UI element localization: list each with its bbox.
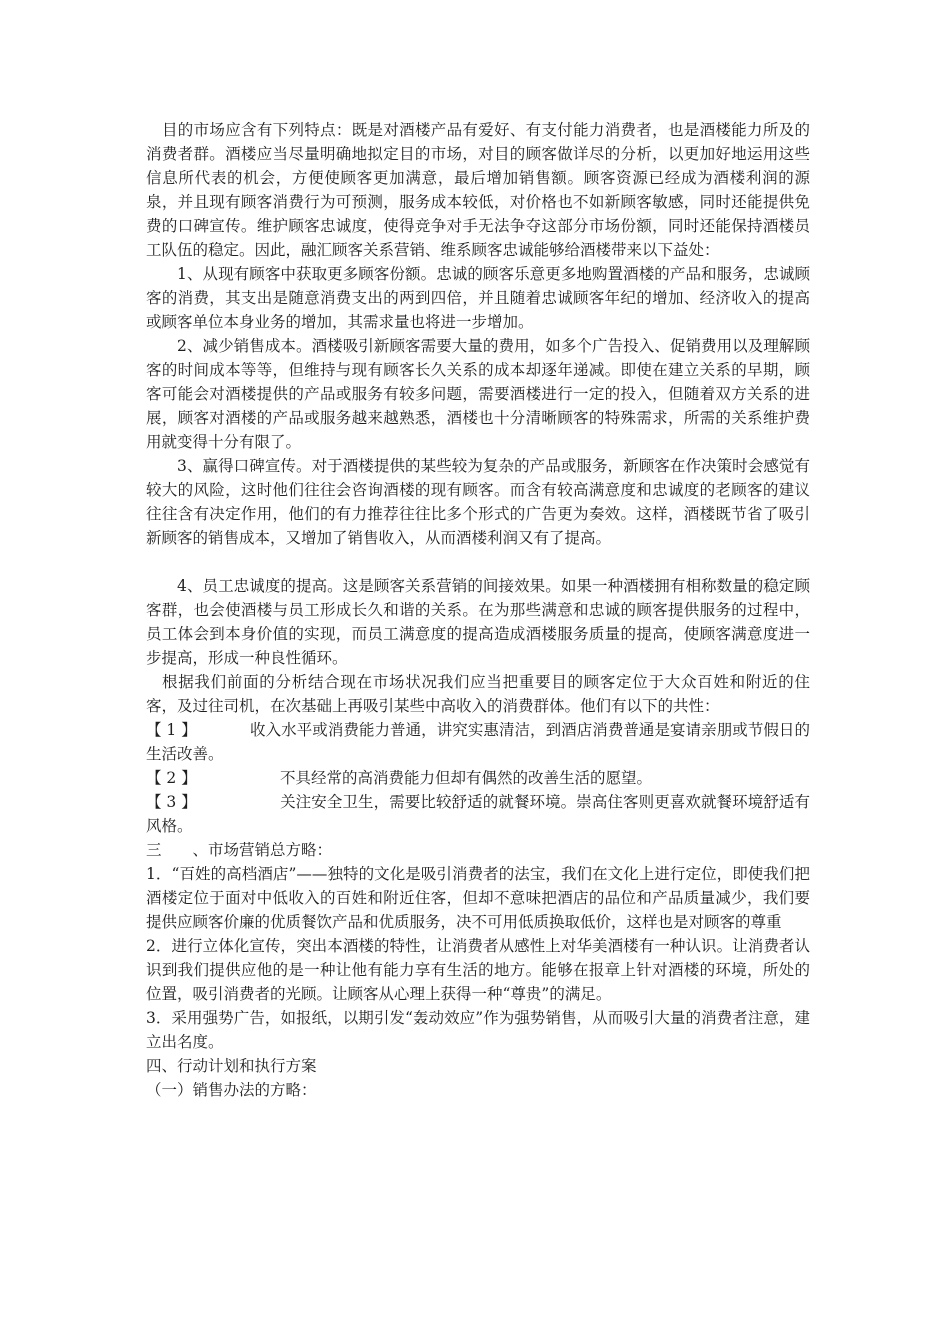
trait-marker: 【 1 】 (146, 721, 197, 739)
section-4-subheading: （一）销售办法的方略： (146, 1081, 317, 1099)
trait-text: 关注安全卫生，需要比较舒适的就餐环境。崇高住客则更喜欢就餐环境舒适有风格。 (146, 793, 810, 835)
trait-text: 不具经常的高消费能力但却有偶然的改善生活的愿望。 (280, 769, 653, 787)
trait-1 (146, 718, 810, 766)
trait-marker: 【 2 】 (146, 769, 197, 787)
trait-3 (146, 790, 810, 838)
strategy-item-1: 1．“百姓的高档酒店”——独特的文化是吸引消费者的法宝，我们在文化上进行定位，即使我们把酒楼定位于面对中低收入的百姓和附近住客，但却不意味把酒店的品位和产品质量减少，我们要提供应顾客价廉的优质餐饮产品和优质服务，决不可用低质换取低价，这样也是对顾客的尊重 (146, 865, 810, 931)
trait-2 (146, 766, 810, 790)
benefit-4-paragraph: 4、员工忠诚度的提高。这是顾客关系营销的间接效果。如果一种酒楼拥有相称数量的稳定顾客群，也会使酒楼与员工形成长久和谐的关系。在为那些满意和忠诚的顾客提供服务的过程中，员工体会到本身价值的实现，而员工满意度的提高造成酒楼服务质量的提高，使顾客满意度进一步提高，形成一种良性循环。 (146, 577, 810, 667)
analysis-paragraph: 根据我们前面的分析结合现在市场状况我们应当把重要目的顾客定位于大众百姓和附近的住客，及过往司机，在次基础上再吸引某些中高收入的消费群体。他们有以下的共性： (146, 673, 810, 715)
paragraph-gap (146, 550, 810, 574)
trait-text: 收入水平或消费能力普通，讲究实惠清洁，到酒店消费普通是宴请亲朋或节假日的生活改善。 (146, 721, 810, 763)
benefit-2-paragraph: 2、减少销售成本。酒楼吸引新顾客需要大量的费用，如多个广告投入、促销费用以及理解顾客的时间成本等等，但维持与现有顾客长久关系的成本却逐年递减。即使在建立关系的早期，顾客可能会对酒楼提供的产品或服务有较多问题，需要酒楼进行一定的投入，但随着双方关系的进展，顾客对酒楼的产品或服务越来越熟悉，酒楼也十分清晰顾客的特殊需求，所需的关系维护费用就变得十分有限了。 (146, 337, 810, 451)
benefit-1-paragraph: 1、从现有顾客中获取更多顾客份额。忠诚的顾客乐意更多地购置酒楼的产品和服务，忠诚顾客的消费，其支出是随意消费支出的两到四倍，并且随着忠诚顾客年纪的增加、经济收入的提高或顾客单位本身业务的增加，其需求量也将进一步增加。 (146, 265, 810, 331)
section-4-heading: 四、行动计划和执行方案 (146, 1057, 317, 1075)
strategy-item-2: 2．进行立体化宣传，突出本酒楼的特性，让消费者从感性上对华美酒楼有一种认识。让消费者认识到我们提供应他的是一种让他有能力享有生活的地方。能够在报章上针对酒楼的环境，所处的位置，吸引消费者的光顾。让顾客从心理上获得一种“尊贵”的满足。 (146, 937, 810, 1003)
trait-marker: 【 3 】 (146, 793, 197, 811)
document-page (146, 118, 810, 1102)
section-3-heading: 三 、市场营销总方略： (146, 841, 333, 859)
intro-paragraph: 目的市场应含有下列特点：既是对酒楼产品有爱好、有支付能力消费者，也是酒楼能力所及的消费者群。酒楼应当尽量明确地拟定目的市场，对目的顾客做详尽的分析，以更加好地运用这些信息所代表的机会，方便使顾客更加满意，最后增加销售额。顾客资源已经成为酒楼利润的源泉，并且现有顾客消费行为可预测，服务成本较低，对价格也不如新顾客敏感，同时还能提供免费的口碑宣传。维护顾客忠诚度，使得竞争对手无法争夺这部分市场份额，同时还能保持酒楼员工队伍的稳定。因此，融汇顾客关系营销、维系顾客忠诚能够给酒楼带来以下益处： (146, 121, 810, 259)
strategy-item-3: 3．采用强势广告，如报纸，以期引发“轰动效应”作为强势销售，从而吸引大量的消费者注意，建立出名度。 (146, 1009, 810, 1051)
benefit-3-paragraph: 3、赢得口碑宣传。对于酒楼提供的某些较为复杂的产品或服务，新顾客在作决策时会感觉有较大的风险，这时他们往往会咨询酒楼的现有顾客。而含有较高满意度和忠诚度的老顾客的建议往往含有决定作用，他们的有力推荐往往比多个形式的广告更为奏效。这样，酒楼既节省了吸引新顾客的销售成本，又增加了销售收入，从而酒楼利润又有了提高。 (146, 457, 810, 547)
